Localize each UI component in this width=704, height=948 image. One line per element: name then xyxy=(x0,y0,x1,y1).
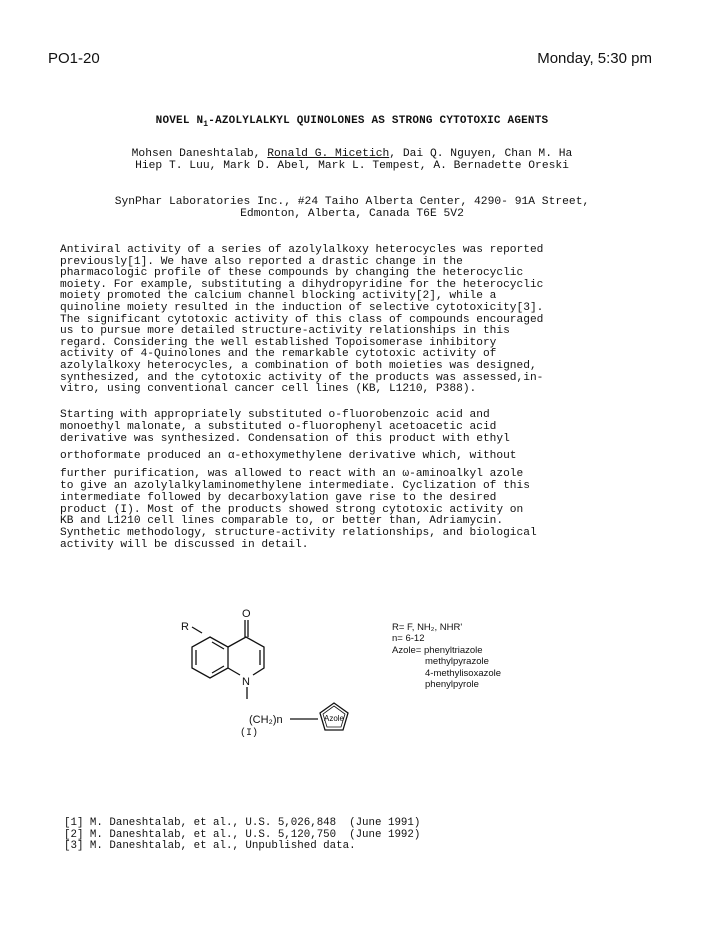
presenting-author: Ronald G. Micetich xyxy=(267,148,390,160)
session-code: PO1-20 xyxy=(48,50,100,67)
reference-item: [1] M. Daneshtalab, et al., U.S. 5,026,848 (June 1991) xyxy=(64,817,421,829)
text-line: activity of 4-Quinolones and the remarkable cytotoxic activity of xyxy=(60,348,497,361)
ring-nitrogen-label: N xyxy=(242,676,250,688)
text-line: Synthetic methodology, structure-activity relationships, and biological xyxy=(60,527,537,540)
text-line: monoethyl malonate, a substituted o-fluorophenyl acetoacetic acid xyxy=(60,420,497,433)
title-suffix: -AZOLYLALKYL QUINOLONES AS STRONG CYTOTOXIC AGENTS xyxy=(208,115,549,127)
title-prefix: NOVEL N xyxy=(155,115,204,127)
author-list xyxy=(0,148,704,172)
text-line: The significant cytotoxic activity of this class of compounds encouraged xyxy=(60,313,544,326)
text-line: further purification, was allowed to react with an ω-aminoalkyl azole xyxy=(60,468,524,481)
abstract-paragraph-1 xyxy=(60,245,616,396)
abstract-paragraph-2 xyxy=(60,410,616,552)
carbonyl-oxygen-label: O xyxy=(242,608,251,620)
text-line: us to pursue more detailed structure-activity relationships in this xyxy=(60,325,510,338)
text-line: orthoformate produced an α-ethoxymethylene derivative which, without xyxy=(60,450,517,463)
text-line: previously[1]. We have also reported a drastic change in the xyxy=(60,255,463,268)
reference-item: [2] M. Daneshtalab, et al., U.S. 5,120,750 (June 1992) xyxy=(64,828,421,841)
affiliation xyxy=(0,196,704,220)
text-line: intermediate followed by decarboxylation gave rise to the desired xyxy=(60,491,497,504)
text-line: vitro, using conventional cancer cell lines (KB, L1210, P388). xyxy=(60,383,477,396)
affiliation-line-1: SynPhar Laboratories Inc., #24 Taiho Alberta Center, 4290- 91A Street, xyxy=(114,196,590,208)
text-line: derivative was synthesized. Condensation of this product with ethyl xyxy=(60,432,510,445)
text-line: moiety promoted the calcium channel blocking activity[2], while a xyxy=(60,290,497,303)
text-line: product (I). Most of the products showed strong cytotoxic activity on xyxy=(60,503,524,516)
legend-r: R= F, NH₂, NHR' xyxy=(392,622,463,633)
authors-before-presenter: Mohsen Daneshtalab, xyxy=(131,148,268,160)
legend-azole-option: phenylpyrole xyxy=(425,679,479,691)
author-line-1 xyxy=(0,148,704,160)
legend-n: n= 6-12 xyxy=(392,633,425,645)
text-line: Antiviral activity of a series of azolylalkoxy heterocycles was reported xyxy=(60,244,544,256)
text-line: azolylalkoxy heterocycles, a combination of both moieties was designed, xyxy=(60,359,537,372)
substituent-legend xyxy=(392,622,501,690)
title-subscript: 1 xyxy=(203,120,209,130)
legend-azole-option: methylpyrazole xyxy=(425,656,489,668)
text-line: to give an azolylalkylaminomethylene intermediate. Cyclization of this xyxy=(60,479,530,492)
text-line: Starting with appropriately substituted o-fluorobenzoic acid and xyxy=(60,409,490,421)
r-group-label: R xyxy=(181,621,189,633)
session-time: Monday, 5:30 pm xyxy=(537,50,652,67)
text-line: activity will be discussed in detail. xyxy=(60,538,309,551)
pyridone-ring xyxy=(228,637,264,675)
author-line-2: Hiep T. Luu, Mark D. Abel, Mark L. Tempest, A. Bernadette Oreski xyxy=(135,160,569,172)
text-line: KB and L1210 cell lines comparable to, or better than, Adriamycin. xyxy=(60,515,504,528)
alkyl-chain-label: (CH₂)n xyxy=(249,714,283,726)
reference-list xyxy=(64,818,420,853)
authors-after-presenter: , Dai Q. Nguyen, Chan M. Ha xyxy=(389,148,573,160)
reference-item: [3] M. Daneshtalab, et al., Unpublished data. xyxy=(64,840,356,853)
benzene-ring xyxy=(192,637,228,678)
text-line: moiety. For example, substituting a dihydropyridine for the heterocyclic xyxy=(60,278,544,291)
compound-number: (I) xyxy=(240,728,259,739)
paper-title xyxy=(0,115,704,129)
text-line: regard. Considering the well established Topoisomerase inhibitory xyxy=(60,336,497,349)
text-line: pharmacologic profile of these compounds by changing the heterocyclic xyxy=(60,267,524,280)
text-line: quinoline moiety resulted in the induction of selective cytotoxicity[3]. xyxy=(60,301,544,314)
azole-label: Azole xyxy=(323,714,345,723)
legend-azole: Azole= phenyltriazole xyxy=(392,644,483,656)
affiliation-line-2: Edmonton, Alberta, Canada T6E 5V2 xyxy=(240,208,464,220)
legend-azole-option: 4-methylisoxazole xyxy=(425,667,502,679)
quinolone-structure xyxy=(172,605,362,740)
text-line: synthesized, and the cytotoxic activity of the products was assessed,in- xyxy=(60,371,544,384)
